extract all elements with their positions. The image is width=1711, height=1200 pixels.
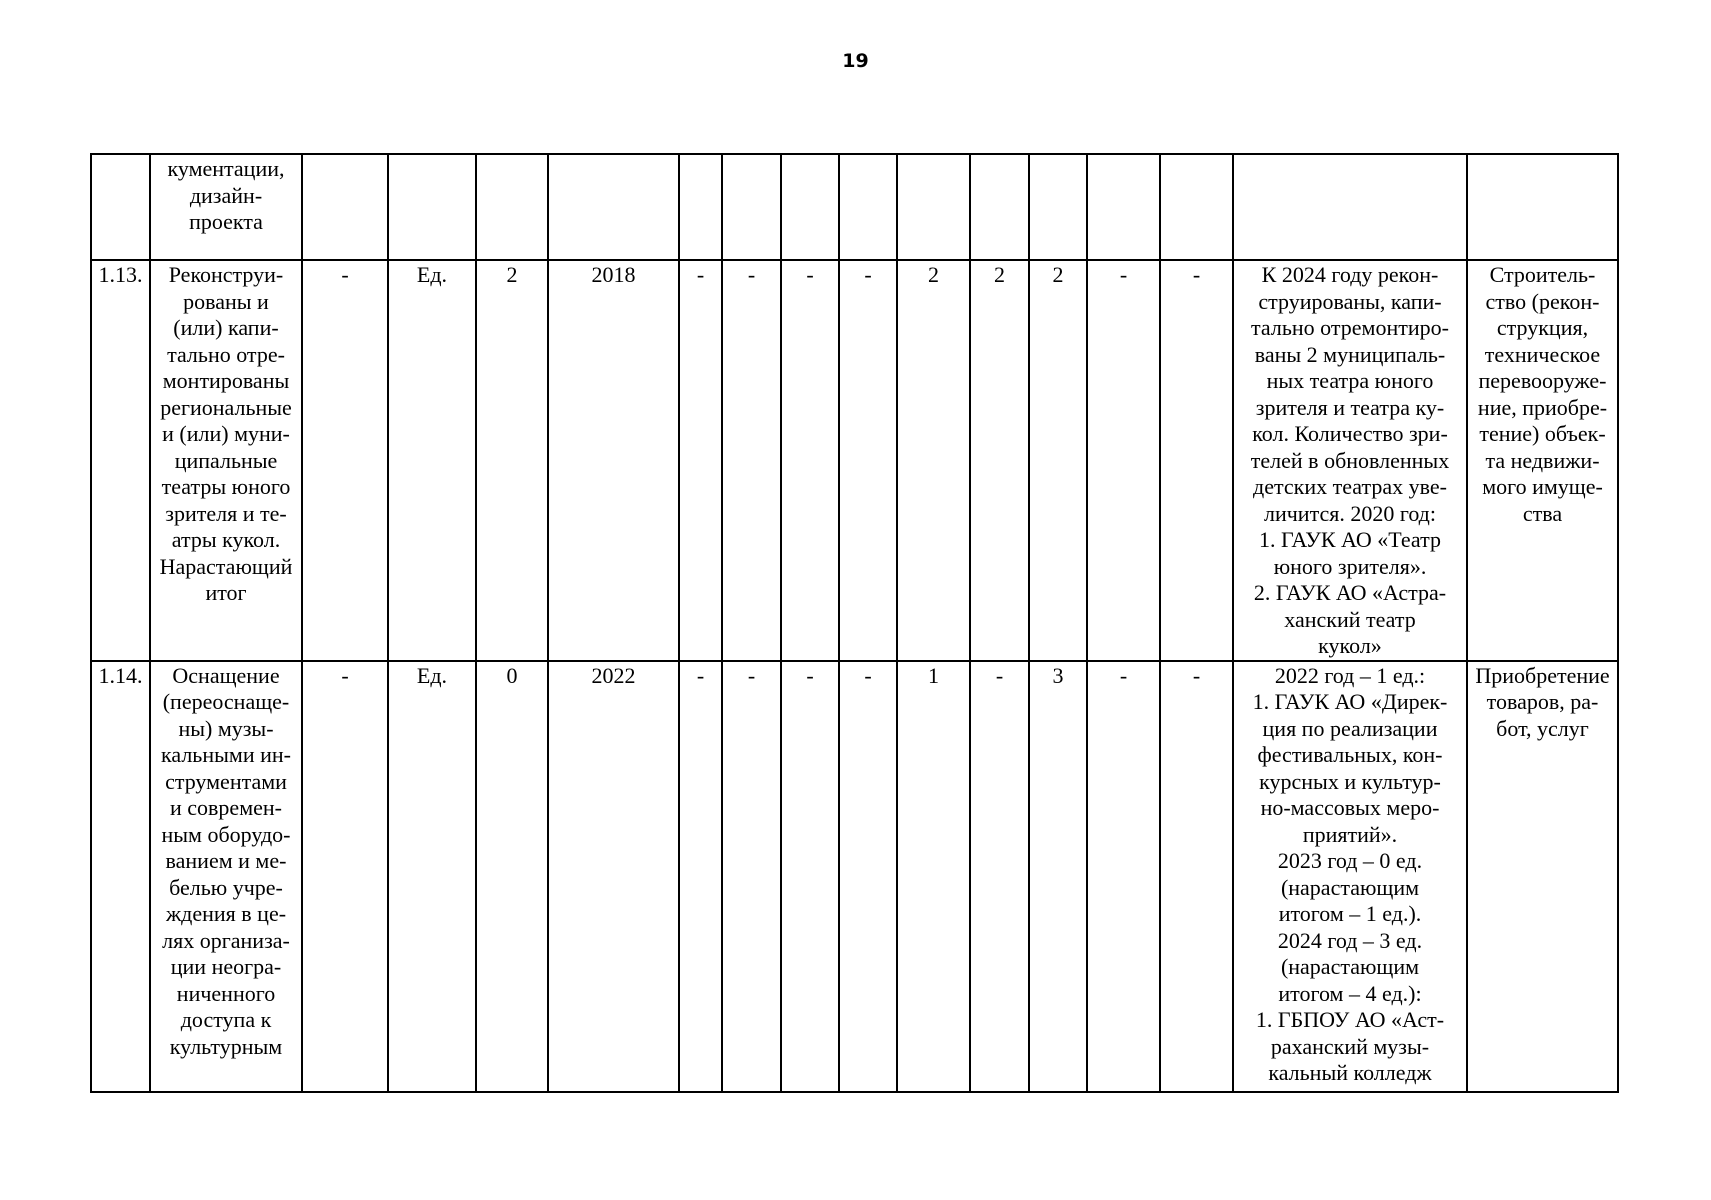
indicator-name-cell bbox=[150, 154, 302, 260]
year-value-cell bbox=[722, 154, 781, 260]
type-text: Приобретение товаров, ра- бот, услуг bbox=[1475, 662, 1610, 741]
base-value-cell: 2 bbox=[476, 260, 548, 661]
table-row bbox=[91, 661, 1618, 1092]
type-text: Строитель- ство (рекон- струкция, техническое перевооруже- ние, приобре- тение) объек- та недвижи- мого имуще- ства bbox=[1477, 262, 1608, 526]
year-value-cell: 2 bbox=[1029, 260, 1087, 661]
base-year-cell: 2022 bbox=[548, 661, 679, 1092]
year-value-cell: - bbox=[781, 260, 839, 661]
base-value-cell bbox=[476, 154, 548, 260]
base-value-cell: 0 bbox=[476, 661, 548, 1092]
year-value-cell bbox=[970, 154, 1029, 260]
result-cell bbox=[1233, 260, 1467, 661]
year-value-cell: - bbox=[1160, 260, 1233, 661]
year-value-cell: 3 bbox=[1029, 661, 1087, 1092]
year-value-cell: - bbox=[722, 661, 781, 1092]
unit-cell: Ед. bbox=[388, 661, 476, 1092]
result-text: К 2024 году рекон- струированы, капи- тально отремонтиро- ваны 2 муниципаль- ных театра юного зрителя и театра ку- кол. Количество зри- телей в обновленных детских театрах уве- личится. 2020 год: 1. ГАУК АО «Театр юного зрителя». 2. ГАУК АО «Астра- ханский театр кукол» bbox=[1250, 262, 1450, 658]
row-number-cell: 1.13. bbox=[91, 260, 150, 661]
indicator-name-cell bbox=[150, 661, 302, 1092]
table-row bbox=[91, 154, 1618, 260]
row-number-cell: 1.14. bbox=[91, 661, 150, 1092]
result-cell bbox=[1233, 661, 1467, 1092]
indicators-table bbox=[90, 153, 1619, 1093]
unit-cell: Ед. bbox=[388, 260, 476, 661]
year-value-cell bbox=[679, 154, 722, 260]
year-value-cell bbox=[897, 154, 970, 260]
year-value-cell: - bbox=[1160, 661, 1233, 1092]
year-value-cell: - bbox=[1087, 260, 1160, 661]
year-value-cell: - bbox=[839, 260, 897, 661]
year-value-cell: - bbox=[781, 661, 839, 1092]
type-cell bbox=[1467, 154, 1618, 260]
base-year-cell: 2018 bbox=[548, 260, 679, 661]
year-value-cell: 1 bbox=[897, 661, 970, 1092]
year-value-cell: - bbox=[970, 661, 1029, 1092]
type-cell bbox=[1467, 260, 1618, 661]
base-year-cell bbox=[548, 154, 679, 260]
year-value-cell bbox=[781, 154, 839, 260]
unit-cell bbox=[388, 154, 476, 260]
year-value-cell: - bbox=[679, 661, 722, 1092]
indicator-name: Оснащение (переоснаще- ны) музы- кальными ин- струментами и современ- ным оборудо- ванием и ме- белью учре- ждения в це- лях организа- ции неогра- ниченного доступа к культурным bbox=[161, 662, 291, 1059]
table-row bbox=[91, 260, 1618, 661]
year-value-cell bbox=[1029, 154, 1087, 260]
cell-c2 bbox=[302, 154, 388, 260]
cell-c2: - bbox=[302, 661, 388, 1092]
indicator-name: Реконструи- рованы и (или) капи- тально отре- монтированы региональные и (или) муни- ципальные театры юного зрителя и те- атры кукол. Нарастающий итог bbox=[159, 262, 293, 605]
result-cell bbox=[1233, 154, 1467, 260]
page-number: 19 bbox=[842, 50, 869, 72]
cell-c2: - bbox=[302, 260, 388, 661]
indicator-name-cell bbox=[150, 260, 302, 661]
year-value-cell: 2 bbox=[970, 260, 1029, 661]
result-text: 2022 год – 1 ед.: 1. ГАУК АО «Дирек- ция по реализации фестивальных, кон- курсных и культур- но-массовых меро- приятий». 2023 год – 0 ед. (нарастающим итогом – 1 ед.). 2024 год – 3 ед. (нарастающим итогом – 4 ед.): 1. ГБПОУ АО «Аст- раханский музы- кальный колледж bbox=[1252, 662, 1448, 1085]
year-value-cell: - bbox=[679, 260, 722, 661]
year-value-cell: 2 bbox=[897, 260, 970, 661]
year-value-cell: - bbox=[722, 260, 781, 661]
row-number-cell bbox=[91, 154, 150, 260]
year-value-cell bbox=[1160, 154, 1233, 260]
year-value-cell: - bbox=[839, 661, 897, 1092]
year-value-cell bbox=[839, 154, 897, 260]
indicator-name: кументации, дизайн- проекта bbox=[167, 156, 285, 234]
year-value-cell: - bbox=[1087, 661, 1160, 1092]
year-value-cell bbox=[1087, 154, 1160, 260]
type-cell bbox=[1467, 661, 1618, 1092]
